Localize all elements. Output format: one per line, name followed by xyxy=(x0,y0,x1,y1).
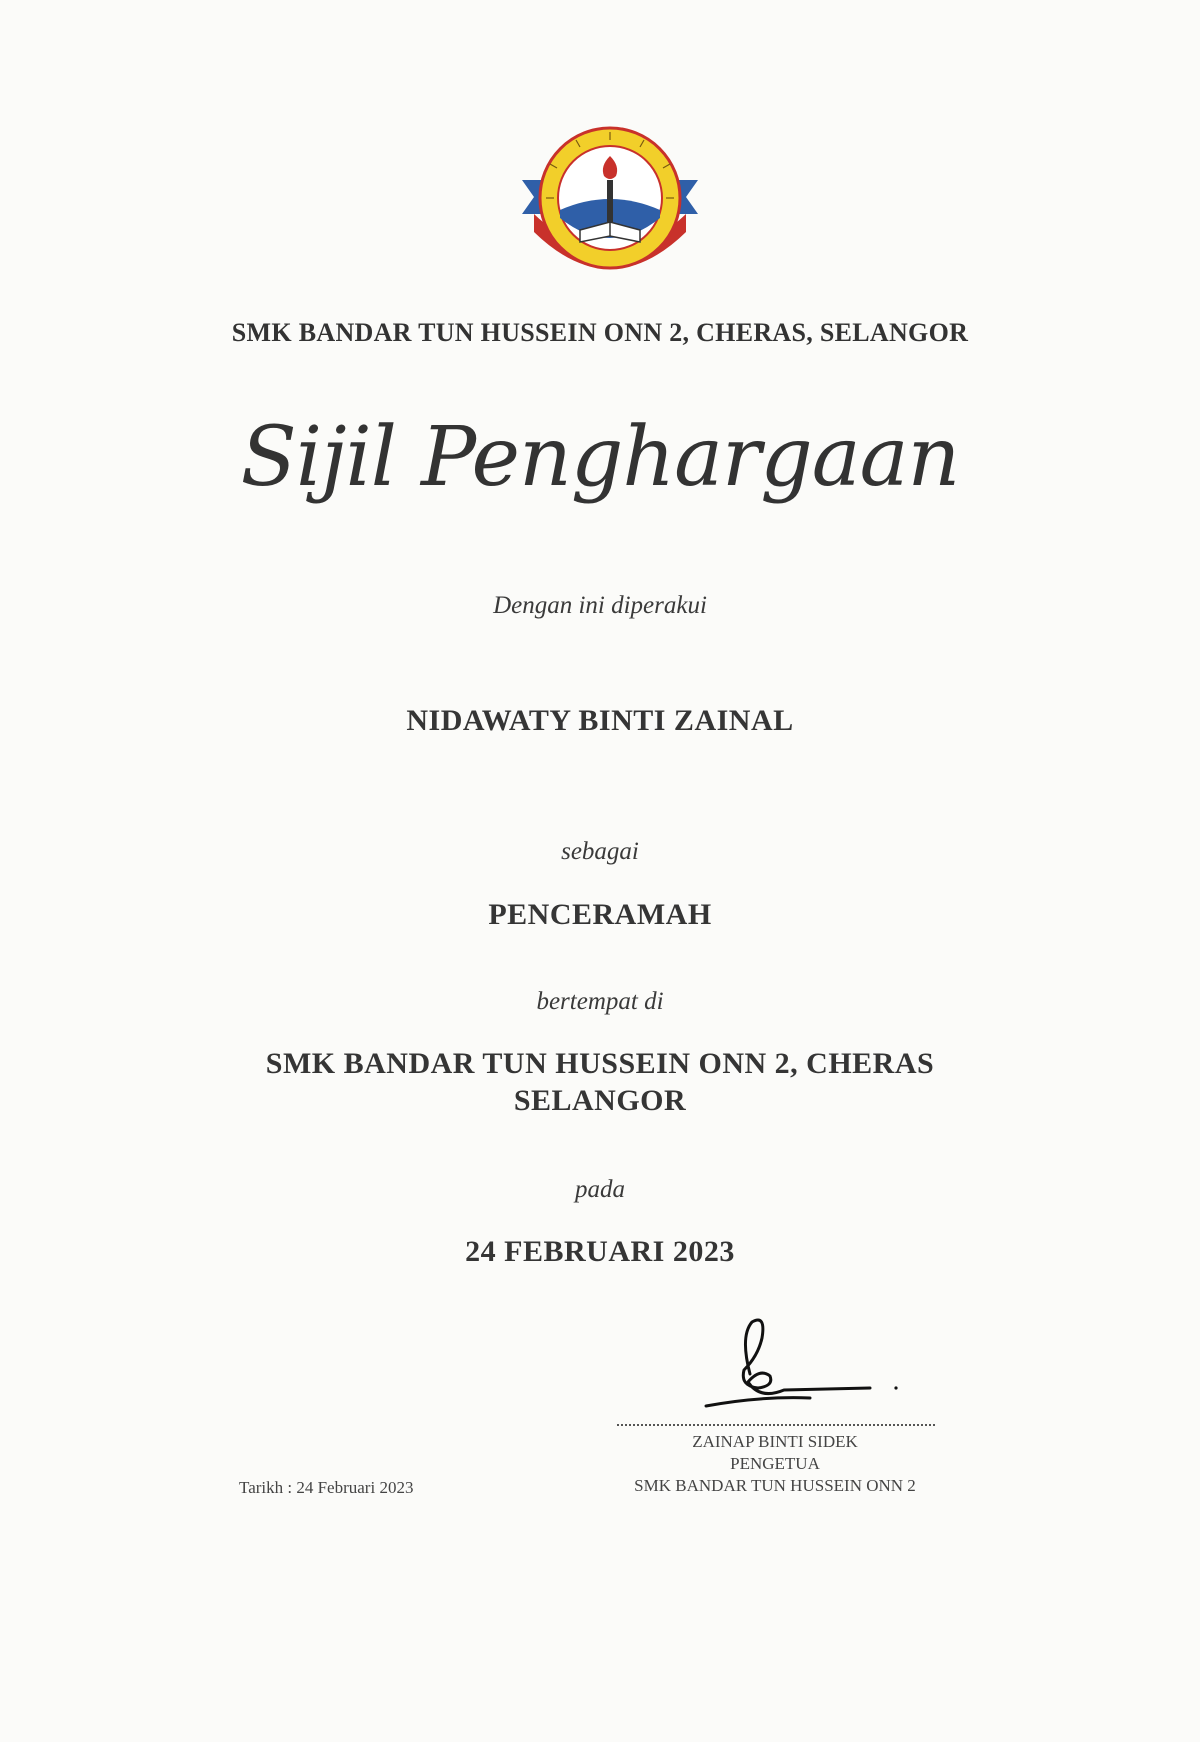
handwritten-signature-icon xyxy=(700,1316,900,1416)
venue-line-2: SELANGOR xyxy=(513,1084,687,1117)
school-name-header: SMK BANDAR TUN HUSSEIN ONN 2, CHERAS, SELANGOR xyxy=(231,318,969,347)
venue-label: bertempat di xyxy=(536,988,664,1015)
event-date: 24 FEBRUARI 2023 xyxy=(465,1235,735,1268)
signature-line xyxy=(617,1424,935,1426)
signer-name: ZAINAP BINTI SIDEK xyxy=(692,1432,858,1451)
intro-text: Dengan ini diperakui xyxy=(493,592,707,619)
venue-line-1: SMK BANDAR TUN HUSSEIN ONN 2, CHERAS xyxy=(265,1047,935,1080)
recipient-role: PENCERAMAH xyxy=(488,898,712,931)
signer-title: PENGETUA xyxy=(730,1454,820,1473)
certificate-title: Sijil Penghargaan xyxy=(240,410,960,505)
signer-school: SMK BANDAR TUN HUSSEIN ONN 2 xyxy=(634,1476,916,1495)
issue-date: Tarikh : 24 Februari 2023 xyxy=(239,1478,414,1497)
date-label: pada xyxy=(575,1176,625,1203)
school-crest-icon xyxy=(520,118,700,294)
venue xyxy=(0,1045,1200,1119)
as-label: sebagai xyxy=(561,838,639,865)
recipient-name: NIDAWATY BINTI ZAINAL xyxy=(406,704,794,737)
